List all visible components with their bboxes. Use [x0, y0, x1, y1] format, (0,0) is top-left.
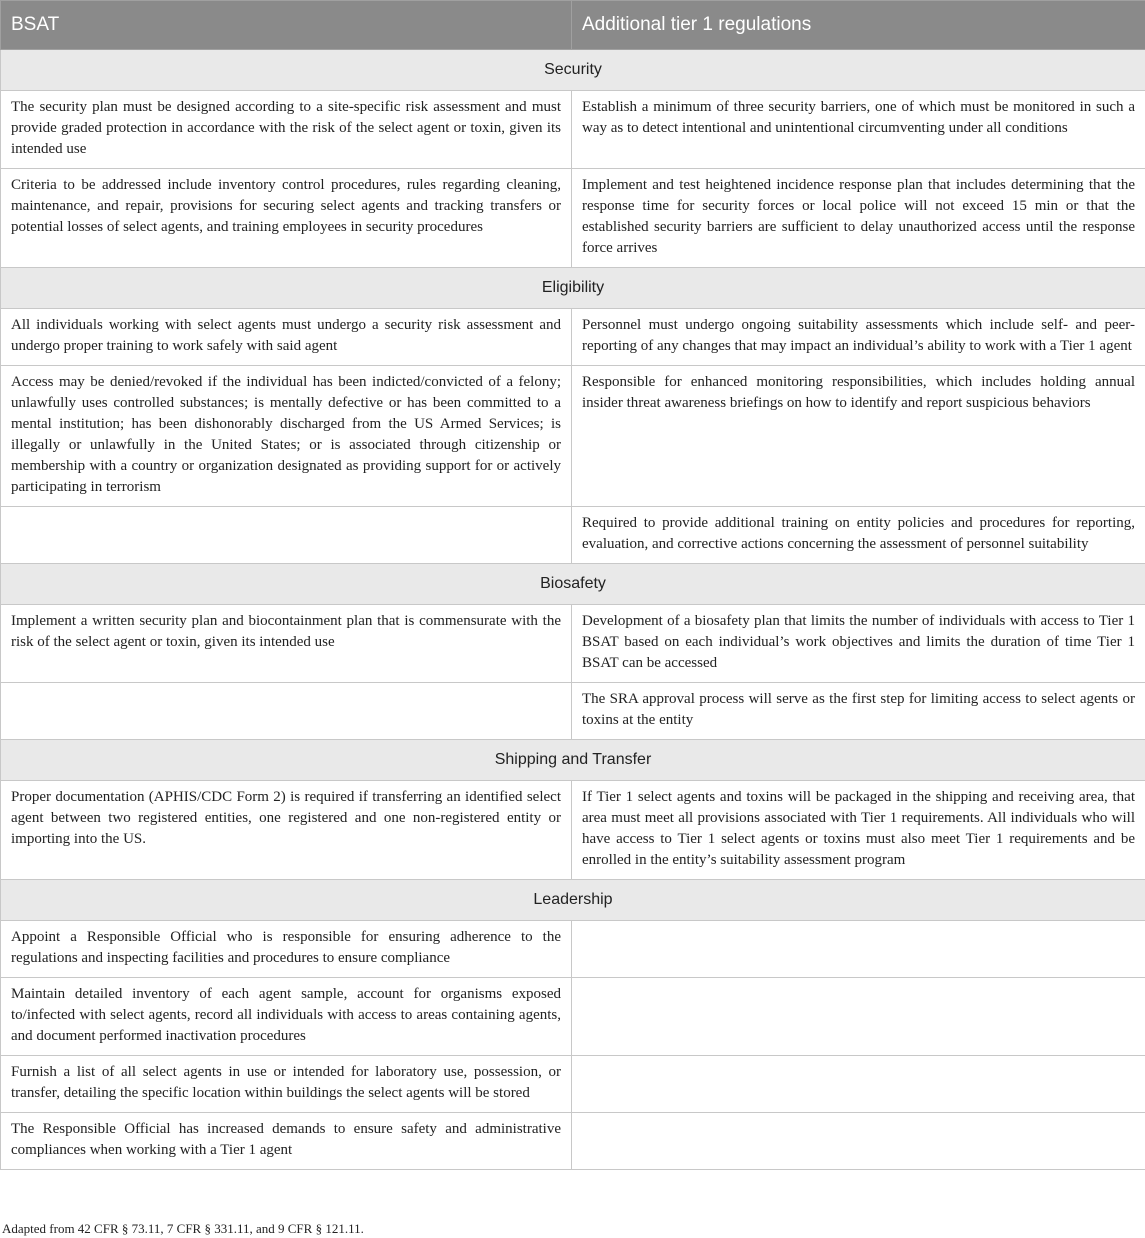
tier1-cell: Required to provide additional training on entity policies and procedures for reporting, evaluation, and corrective actions concerning the assessment of personnel suitability	[572, 507, 1145, 564]
bsat-cell: All individuals working with select agents must undergo a security risk assessment and undergo proper training to work safely with said agent	[1, 309, 572, 366]
bsat-cell: Criteria to be addressed include inventory control procedures, rules regarding cleaning, maintenance, and repair, provisions for securing select agents and tracking transfers or potential losses of select agents, and training employees in security procedures	[1, 169, 572, 268]
bsat-cell: Appoint a Responsible Official who is responsible for ensuring adherence to the regulations and inspecting facilities and procedures to ensure compliance	[1, 921, 572, 978]
bsat-cell: Proper documentation (APHIS/CDC Form 2) is required if transferring an identified select agent between two registered entities, one registered and one non-registered entity or importing into the US.	[1, 781, 572, 880]
table-row	[1, 921, 1145, 978]
tier1-cell	[572, 1113, 1145, 1170]
table-footnote: Adapted from 42 CFR § 73.11, 7 CFR § 331.11, and 9 CFR § 121.11.	[2, 1221, 364, 1236]
table-row	[1, 683, 1145, 740]
table-row	[1, 309, 1145, 366]
section-row-security	[1, 50, 1145, 91]
bsat-cell: Implement a written security plan and biocontainment plan that is commensurate with the risk of the select agent or toxin, given its intended use	[1, 605, 572, 683]
header-row	[1, 1, 1145, 50]
tier1-cell: Implement and test heightened incidence response plan that includes determining that the response time for security forces or local police will not exceed 15 min or that the established security barriers are sufficient to delay unauthorized access until the response force arrives	[572, 169, 1145, 268]
column-header-bsat: BSAT	[1, 1, 572, 50]
table-row	[1, 169, 1145, 268]
section-title: Security	[1, 50, 1145, 91]
table-row	[1, 91, 1145, 169]
table-row	[1, 978, 1145, 1056]
section-title: Leadership	[1, 880, 1145, 921]
table-body	[1, 50, 1145, 1170]
bsat-cell: Access may be denied/revoked if the individual has been indicted/convicted of a felony; unlawfully uses controlled substances; is mentally defective or has been committed to a mental institution; has been dishonorably discharged from the US Armed Services; is illegally or unlawfully in the United States; or is associated through citizenship or membership with a country or organization designated as providing support for or actively participating in terrorism	[1, 366, 572, 507]
bsat-cell: The security plan must be designed according to a site-specific risk assessment and must provide graded protection in accordance with the risk of the select agent or toxin, given its intended use	[1, 91, 572, 169]
bsat-cell: Furnish a list of all select agents in use or intended for laboratory use, possession, or transfer, detailing the specific location within buildings the select agents will be stored	[1, 1056, 572, 1113]
bsat-cell: Maintain detailed inventory of each agent sample, account for organisms exposed to/infected with select agents, record all individuals with access to areas containing agents, and document performed inactivation procedures	[1, 978, 572, 1056]
tier1-cell: Personnel must undergo ongoing suitability assessments which include self- and peer-reporting of any changes that may impact an individual’s ability to work with a Tier 1 agent	[572, 309, 1145, 366]
section-row-leadership	[1, 880, 1145, 921]
bsat-cell	[1, 507, 572, 564]
table-row	[1, 366, 1145, 507]
bsat-cell: The Responsible Official has increased demands to ensure safety and administrative compliances when working with a Tier 1 agent	[1, 1113, 572, 1170]
tier1-cell	[572, 978, 1145, 1056]
section-row-shipping-and-transfer	[1, 740, 1145, 781]
tier1-cell	[572, 921, 1145, 978]
table-row	[1, 605, 1145, 683]
tier1-cell: The SRA approval process will serve as the first step for limiting access to select agents or toxins at the entity	[572, 683, 1145, 740]
tier1-cell	[572, 1056, 1145, 1113]
table-row	[1, 1056, 1145, 1113]
tier1-cell: If Tier 1 select agents and toxins will be packaged in the shipping and receiving area, that area must meet all provisions associated with Tier 1 requirements. All individuals who will have access to Tier 1 select agents or toxins must also meet Tier 1 requirements and be enrolled in the entity’s suitability assessment program	[572, 781, 1145, 880]
section-title: Eligibility	[1, 268, 1145, 309]
table-row	[1, 507, 1145, 564]
tier1-cell: Responsible for enhanced monitoring responsibilities, which includes holding annual insider threat awareness briefings on how to identify and report suspicious behaviors	[572, 366, 1145, 507]
table-row	[1, 781, 1145, 880]
section-title: Biosafety	[1, 564, 1145, 605]
tier1-cell: Establish a minimum of three security barriers, one of which must be monitored in such a way as to detect intentional and unintentional circumventing under all conditions	[572, 91, 1145, 169]
table-row	[1, 1113, 1145, 1170]
section-row-biosafety	[1, 564, 1145, 605]
column-header-tier1: Additional tier 1 regulations	[572, 1, 1145, 50]
tier1-cell: Development of a biosafety plan that limits the number of individuals with access to Tier 1 BSAT based on each individual’s work objectives and limits the duration of time Tier 1 BSAT can be accessed	[572, 605, 1145, 683]
section-row-eligibility	[1, 268, 1145, 309]
section-title: Shipping and Transfer	[1, 740, 1145, 781]
bsat-cell	[1, 683, 572, 740]
table-header	[1, 1, 1145, 50]
